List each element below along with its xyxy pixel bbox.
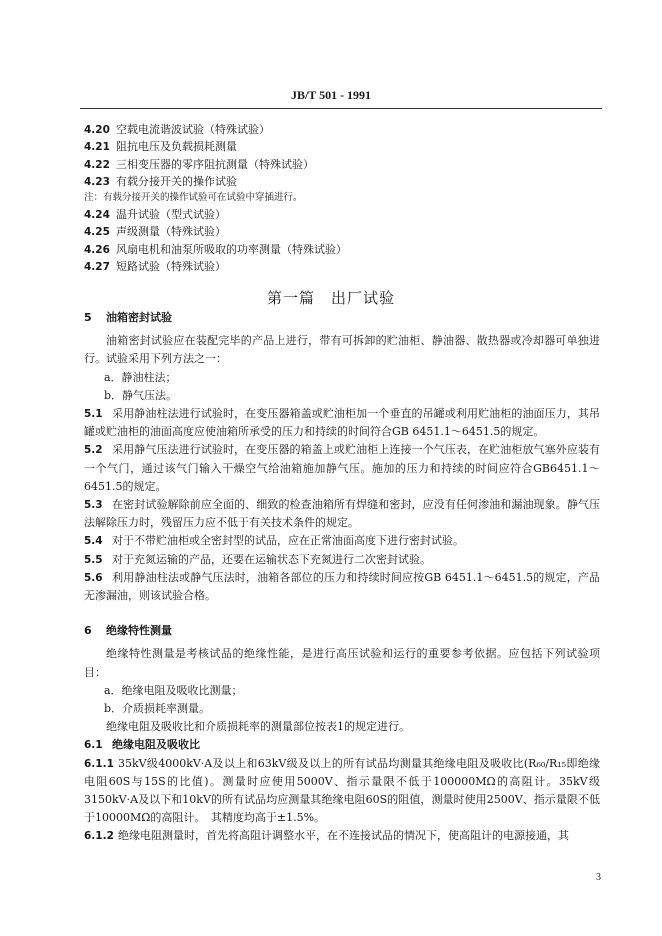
list-item: a．绝缘电阻及吸收比测量； xyxy=(104,683,243,697)
section-note: 绝缘电阻及吸收比和介质损耗率的测量部位按表1的规定进行。 xyxy=(106,720,410,734)
page-number: 3 xyxy=(596,872,601,883)
document-body xyxy=(84,305,600,846)
toc-item: 4.21 阻抗电压及负载损耗测量 xyxy=(84,140,237,154)
clause: 5.5 对于充氮运输的产品，还要在运输状态下充氮进行二次密封试验。 xyxy=(84,552,431,566)
header-rule xyxy=(80,108,602,109)
section-intro: 油箱密封试验应在装配完毕的产品上进行，带有可拆卸的贮油柜、静油器、散热器或冷却器可单独进行。试验采用下列方法之一： xyxy=(84,334,600,366)
page-header: JB/T 501 - 1991 xyxy=(290,88,372,102)
clause: 5.1 采用静油柱法进行试验时，在变压器箱盖或贮油柜加一个垂直的吊罐或利用贮油柜的油面压力，其吊罐或贮油柜的油面高度应使油箱所承受的压力和持续的时间符合GB 6451.1～6451.5的规定。 xyxy=(84,407,600,439)
toc-note: 注：有载分接开关的操作试验可在试验中穿插进行。 xyxy=(84,192,303,204)
list-item: a．静油柱法； xyxy=(104,370,177,384)
list-item: b．静气压法。 xyxy=(104,388,178,402)
toc-item: 4.24 温升试验（型式试验） xyxy=(84,208,226,222)
clause: 6.1.1 35kV级4000kV·A及以上和63kV级及以上的所有试品均测量其绝缘电阻及吸收比(R₆₀/R₁₅即绝缘电阻60S与15S的比值)。测量时应使用5000V、指示量限不低于100000MΩ的高阻计。35kV级3150kV·A及以下和10kV的所有试品均应测量其绝缘电阻60S的阻值，测量时使用2500V、指示量限不低于10000MΩ的高阻计。 其精度均高于±1.5%。 xyxy=(84,756,600,825)
clause: 5.4 对于不带贮油柜或全密封型的试品，应在正常油面高度下进行密封试验。 xyxy=(84,534,464,548)
toc-item: 4.27 短路试验（特殊试验） xyxy=(84,260,226,274)
list-item: b．介质损耗率测量。 xyxy=(104,702,211,716)
toc-item: 4.20 空载电流谐波试验（特殊试验） xyxy=(84,123,270,136)
toc-item: 4.22 三相变压器的零序阻抗测量（特殊试验） xyxy=(84,157,314,171)
section-intro: 绝缘特性测量是考核试品的绝缘性能，是进行高压试验和运行的重要参考依据。应包括下列试验项目： xyxy=(84,647,600,679)
clause: 6.1.2 绝缘电阻测量时，首先将高阻计调整水平，在不连接试品的情况下，使高阻计的电源接通，其 xyxy=(84,829,569,843)
clause: 5.3 在密封试验解除前应全面的、细致的检查油箱所有焊缝和密封，应没有任何渗油和漏油现象。静气压法解除压力时，残留压力应不低于有关技术条件的规定。 xyxy=(84,498,600,530)
toc-item: 4.23 有载分接开关的操作试验 xyxy=(84,174,237,188)
table-of-contents xyxy=(84,121,604,275)
section-heading: 5 油箱密封试验 xyxy=(84,311,172,324)
subsection-heading: 6.1 绝缘电阻及吸收比 xyxy=(84,738,200,752)
clause: 5.2 采用静气压法进行试验时，在变压器的箱盖上或贮油柜上连接一个气压表，在贮油柜放气塞外应装有一个气门，通过该气门输入干燥空气给油箱施加静气压。施加的压力和持续的时间应符合GB6451.1～6451.5的规定。 xyxy=(84,443,600,493)
clause: 5.6 利用静油柱法或静气压法时，油箱各部位的压力和持续时间应按GB 6451.1～6451.5的规定，产品无渗漏油，则该试验合格。 xyxy=(84,570,600,603)
toc-item: 4.26 风扇电机和油泵所吸取的功率测量（特殊试验） xyxy=(84,242,347,256)
toc-item: 4.25 声级测量（特殊试验） xyxy=(84,225,226,239)
section-heading: 6 绝缘特性测量 xyxy=(84,624,172,638)
part-title: 第一篇 出厂试验 xyxy=(266,289,395,307)
